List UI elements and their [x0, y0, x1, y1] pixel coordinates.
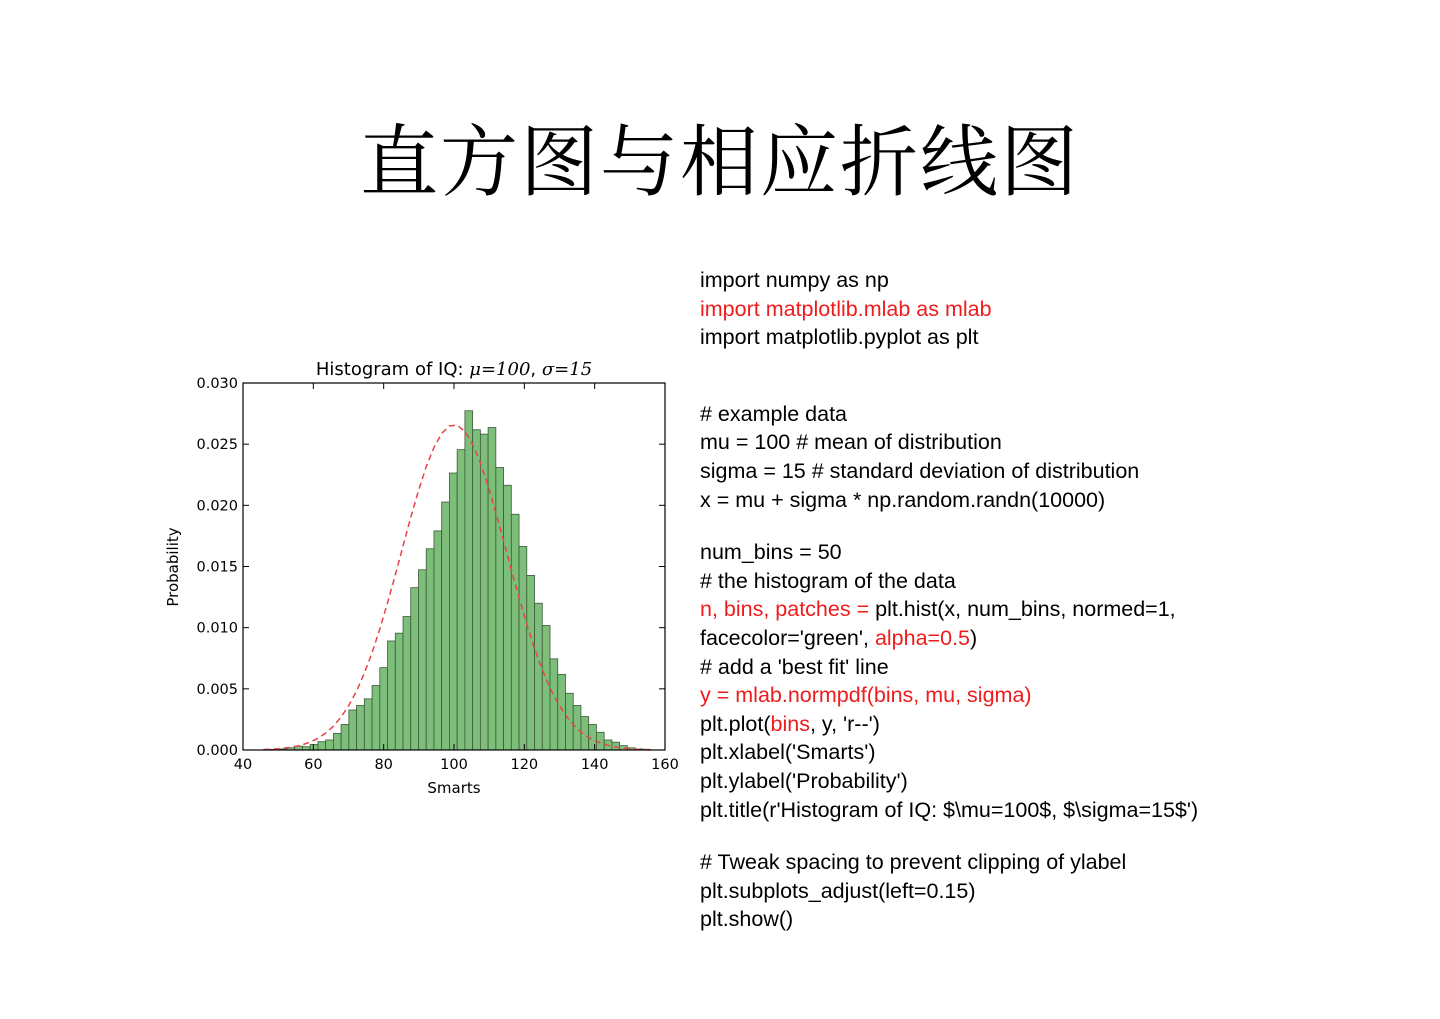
histogram-bar	[403, 617, 411, 750]
code-text: x = mu + sigma * np.random.randn(10000)	[700, 487, 1106, 512]
x-tick-label: 60	[304, 757, 323, 773]
code-highlight: alpha=0.5	[874, 625, 971, 650]
x-axis-label: Smarts	[427, 779, 481, 797]
code-text: plt.title(r'Histogram of IQ: $\mu=100$, $\sigma=15$')	[700, 797, 1199, 822]
code-line	[700, 848, 1420, 877]
code-text: # example data	[700, 401, 848, 426]
y-tick-label: 0.000	[196, 743, 238, 759]
code-text: # the histogram of the data	[700, 568, 956, 593]
histogram-bar	[434, 531, 442, 750]
histogram-bar	[457, 450, 465, 750]
code-gap	[700, 824, 1420, 848]
code-gap	[700, 514, 1420, 538]
code-line	[700, 905, 1420, 934]
histogram-bar	[364, 699, 372, 750]
code-line	[700, 400, 1420, 429]
histogram-bar	[326, 740, 334, 750]
code-text: , y, 'r--')	[809, 711, 880, 736]
x-tick-label: 40	[233, 757, 253, 773]
code-line	[700, 877, 1420, 906]
chart-title-mu: μ=100	[469, 359, 531, 380]
code-text: sigma = 15 # standard deviation of distribution	[700, 458, 1140, 483]
histogram-bar	[473, 430, 481, 750]
code-line	[700, 681, 1420, 710]
code-line	[700, 595, 1420, 624]
code-highlight: n, bins, patches =	[700, 597, 876, 622]
histogram-bar	[380, 668, 388, 750]
code-line	[700, 738, 1420, 767]
histogram-bar	[511, 514, 519, 750]
code-highlight: y = mlab.normpdf(bins, mu, sigma)	[700, 683, 1032, 708]
code-line	[700, 653, 1420, 682]
histogram-bar	[527, 575, 535, 750]
x-tick-label: 100	[440, 757, 468, 773]
x-tick-label: 160	[651, 757, 679, 773]
x-tick-label: 120	[510, 757, 539, 773]
histogram-bar	[349, 710, 357, 750]
code-text: plt.xlabel('Smarts')	[700, 740, 876, 765]
code-text: facecolor='green',	[700, 625, 875, 650]
histogram-bar	[542, 625, 550, 750]
slide-title: 直方图与相应折线图	[359, 118, 1080, 208]
code-text: num_bins = 50	[700, 540, 842, 565]
y-tick-label: 0.025	[196, 437, 238, 454]
histogram-bar	[372, 686, 380, 750]
histogram-bar	[388, 641, 396, 750]
code-text: )	[970, 625, 978, 650]
y-tick-label: 0.005	[196, 681, 238, 698]
histogram-bar	[558, 674, 566, 750]
code-line	[700, 567, 1420, 596]
y-tick-label: 0.010	[196, 620, 238, 637]
y-tick-label: 0.030	[196, 376, 238, 392]
y-tick-label: 0.015	[196, 559, 238, 576]
code-highlight: bins	[770, 711, 810, 736]
code-gap	[700, 352, 1420, 376]
chart-title-prefix: Histogram of IQ:	[315, 359, 470, 380]
code-line	[700, 538, 1420, 567]
histogram-bar	[395, 633, 403, 750]
code-line	[700, 624, 1420, 653]
histogram-bar	[504, 485, 512, 750]
code-line	[700, 796, 1420, 825]
histogram-bar	[442, 502, 450, 750]
histogram-bar	[318, 742, 326, 750]
histogram-bar	[550, 659, 558, 750]
chart-title-sigma: σ=15	[541, 359, 593, 380]
code-text: plt.hist(x, num_bins, normed=1,	[875, 597, 1176, 622]
code-text: plt.ylabel('Probability')	[700, 768, 908, 793]
histogram-bar	[496, 468, 504, 750]
code-text: # Tweak spacing to prevent clipping of ylabel	[700, 850, 1127, 875]
y-tick-label: 0.020	[196, 498, 238, 515]
histogram-bar	[519, 546, 527, 750]
code-text: plt.subplots_adjust(left=0.15)	[700, 878, 976, 903]
histogram-bar	[565, 693, 573, 750]
histogram-bar	[333, 733, 341, 750]
code-highlight: import matplotlib.mlab as mlab	[700, 296, 992, 321]
code-line	[700, 457, 1420, 486]
code-text: plt.show()	[700, 907, 794, 932]
code-block	[700, 266, 1420, 934]
chart-title-sep: ,	[530, 359, 542, 380]
histogram-bar	[535, 603, 543, 750]
histogram-bar	[589, 724, 597, 750]
code-gap	[700, 376, 1420, 400]
code-text: plt.plot(	[700, 711, 771, 736]
chart-title	[316, 359, 592, 380]
code-text: mu = 100 # mean of distribution	[700, 430, 1002, 455]
code-text: # add a 'best fit' line	[700, 654, 889, 679]
y-axis-label: Probability	[164, 527, 182, 607]
histogram-bar	[341, 724, 349, 750]
histogram-bar	[488, 428, 496, 750]
x-tick-label: 80	[374, 757, 393, 773]
code-line	[700, 767, 1420, 796]
x-tick-label: 140	[580, 757, 609, 773]
histogram-bar	[310, 744, 318, 750]
histogram-bar	[449, 473, 457, 750]
code-text: import numpy as np	[700, 268, 889, 292]
code-text: import matplotlib.pyplot as plt	[700, 325, 979, 350]
code-line	[700, 295, 1420, 324]
histogram-chart	[150, 350, 690, 810]
code-line	[700, 266, 1420, 295]
histogram-bar	[418, 570, 426, 750]
histogram-bar	[426, 549, 434, 750]
code-line	[700, 710, 1420, 739]
histogram-bar	[411, 588, 419, 750]
code-line	[700, 428, 1420, 457]
histogram-bar	[573, 705, 581, 750]
code-line	[700, 486, 1420, 515]
histogram-bar	[612, 742, 620, 750]
histogram-bar	[357, 705, 365, 750]
histogram-bar	[465, 411, 473, 750]
code-line	[700, 323, 1420, 352]
